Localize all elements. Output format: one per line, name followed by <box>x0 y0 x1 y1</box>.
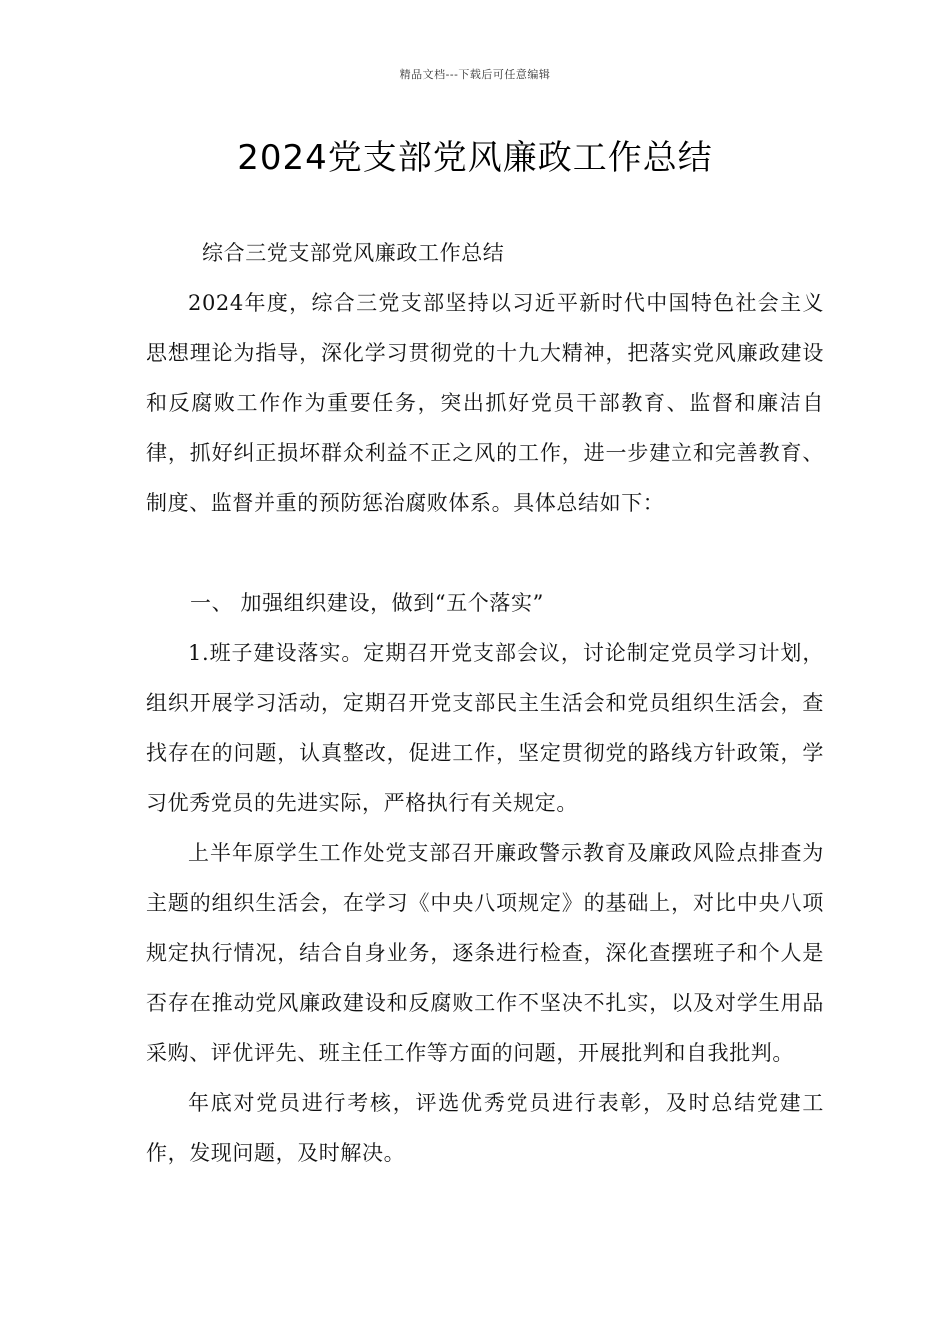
body-paragraph: 上半年原学生工作处党支部召开廉政警示教育及廉政风险点排查为主题的组织生活会，在学习《中央八项规定》的基础上，对比中央八项规定执行情况，结合自身业务，逐条进行检查，深化查摆班子和个人是否存在推动党风廉政建设和反腐败工作不坚决不扎实，以及对学生用品采购、评优评先、班主任工作等方面的问题，开展批判和自我批判。 <box>146 841 824 1065</box>
document-subtitle: 综合三党支部党风廉政工作总结 <box>202 241 505 265</box>
body-paragraph: 年底对党员进行考核，评选优秀党员进行表彰，及时总结党建工作，发现问题，及时解决。 <box>146 1091 824 1165</box>
intro-paragraph: 2024年度，综合三党支部坚持以习近平新时代中国特色社会主义思想理论为指导，深化学习贯彻党的十九大精神，把落实党风廉政建设和反腐败工作作为重要任务，突出抓好党员干部教育、监督和廉洁自律，抓好纠正损坏群众利益不正之风的工作，进一步建立和完善教育、制度、监督并重的预防惩治腐败体系。具体总结如下： <box>146 291 824 515</box>
document-title: 2024党支部党风廉政工作总结 <box>237 138 713 178</box>
paragraph-spacer <box>146 528 824 578</box>
page-header: 精品文档---下载后可任意编辑 <box>399 68 551 81</box>
body-paragraph: 1.班子建设落实。定期召开党支部会议，讨论制定党员学习计划，组织开展学习活动，定期召开党支部民主生活会和党员组织生活会，查找存在的问题，认真整改，促进工作，坚定贯彻党的路线方针政策，学习优秀党员的先进实际，严格执行有关规定。 <box>146 641 824 815</box>
document-body <box>146 228 824 1178</box>
section-heading: 一、 加强组织建设，做到“五个落实” <box>190 591 544 615</box>
